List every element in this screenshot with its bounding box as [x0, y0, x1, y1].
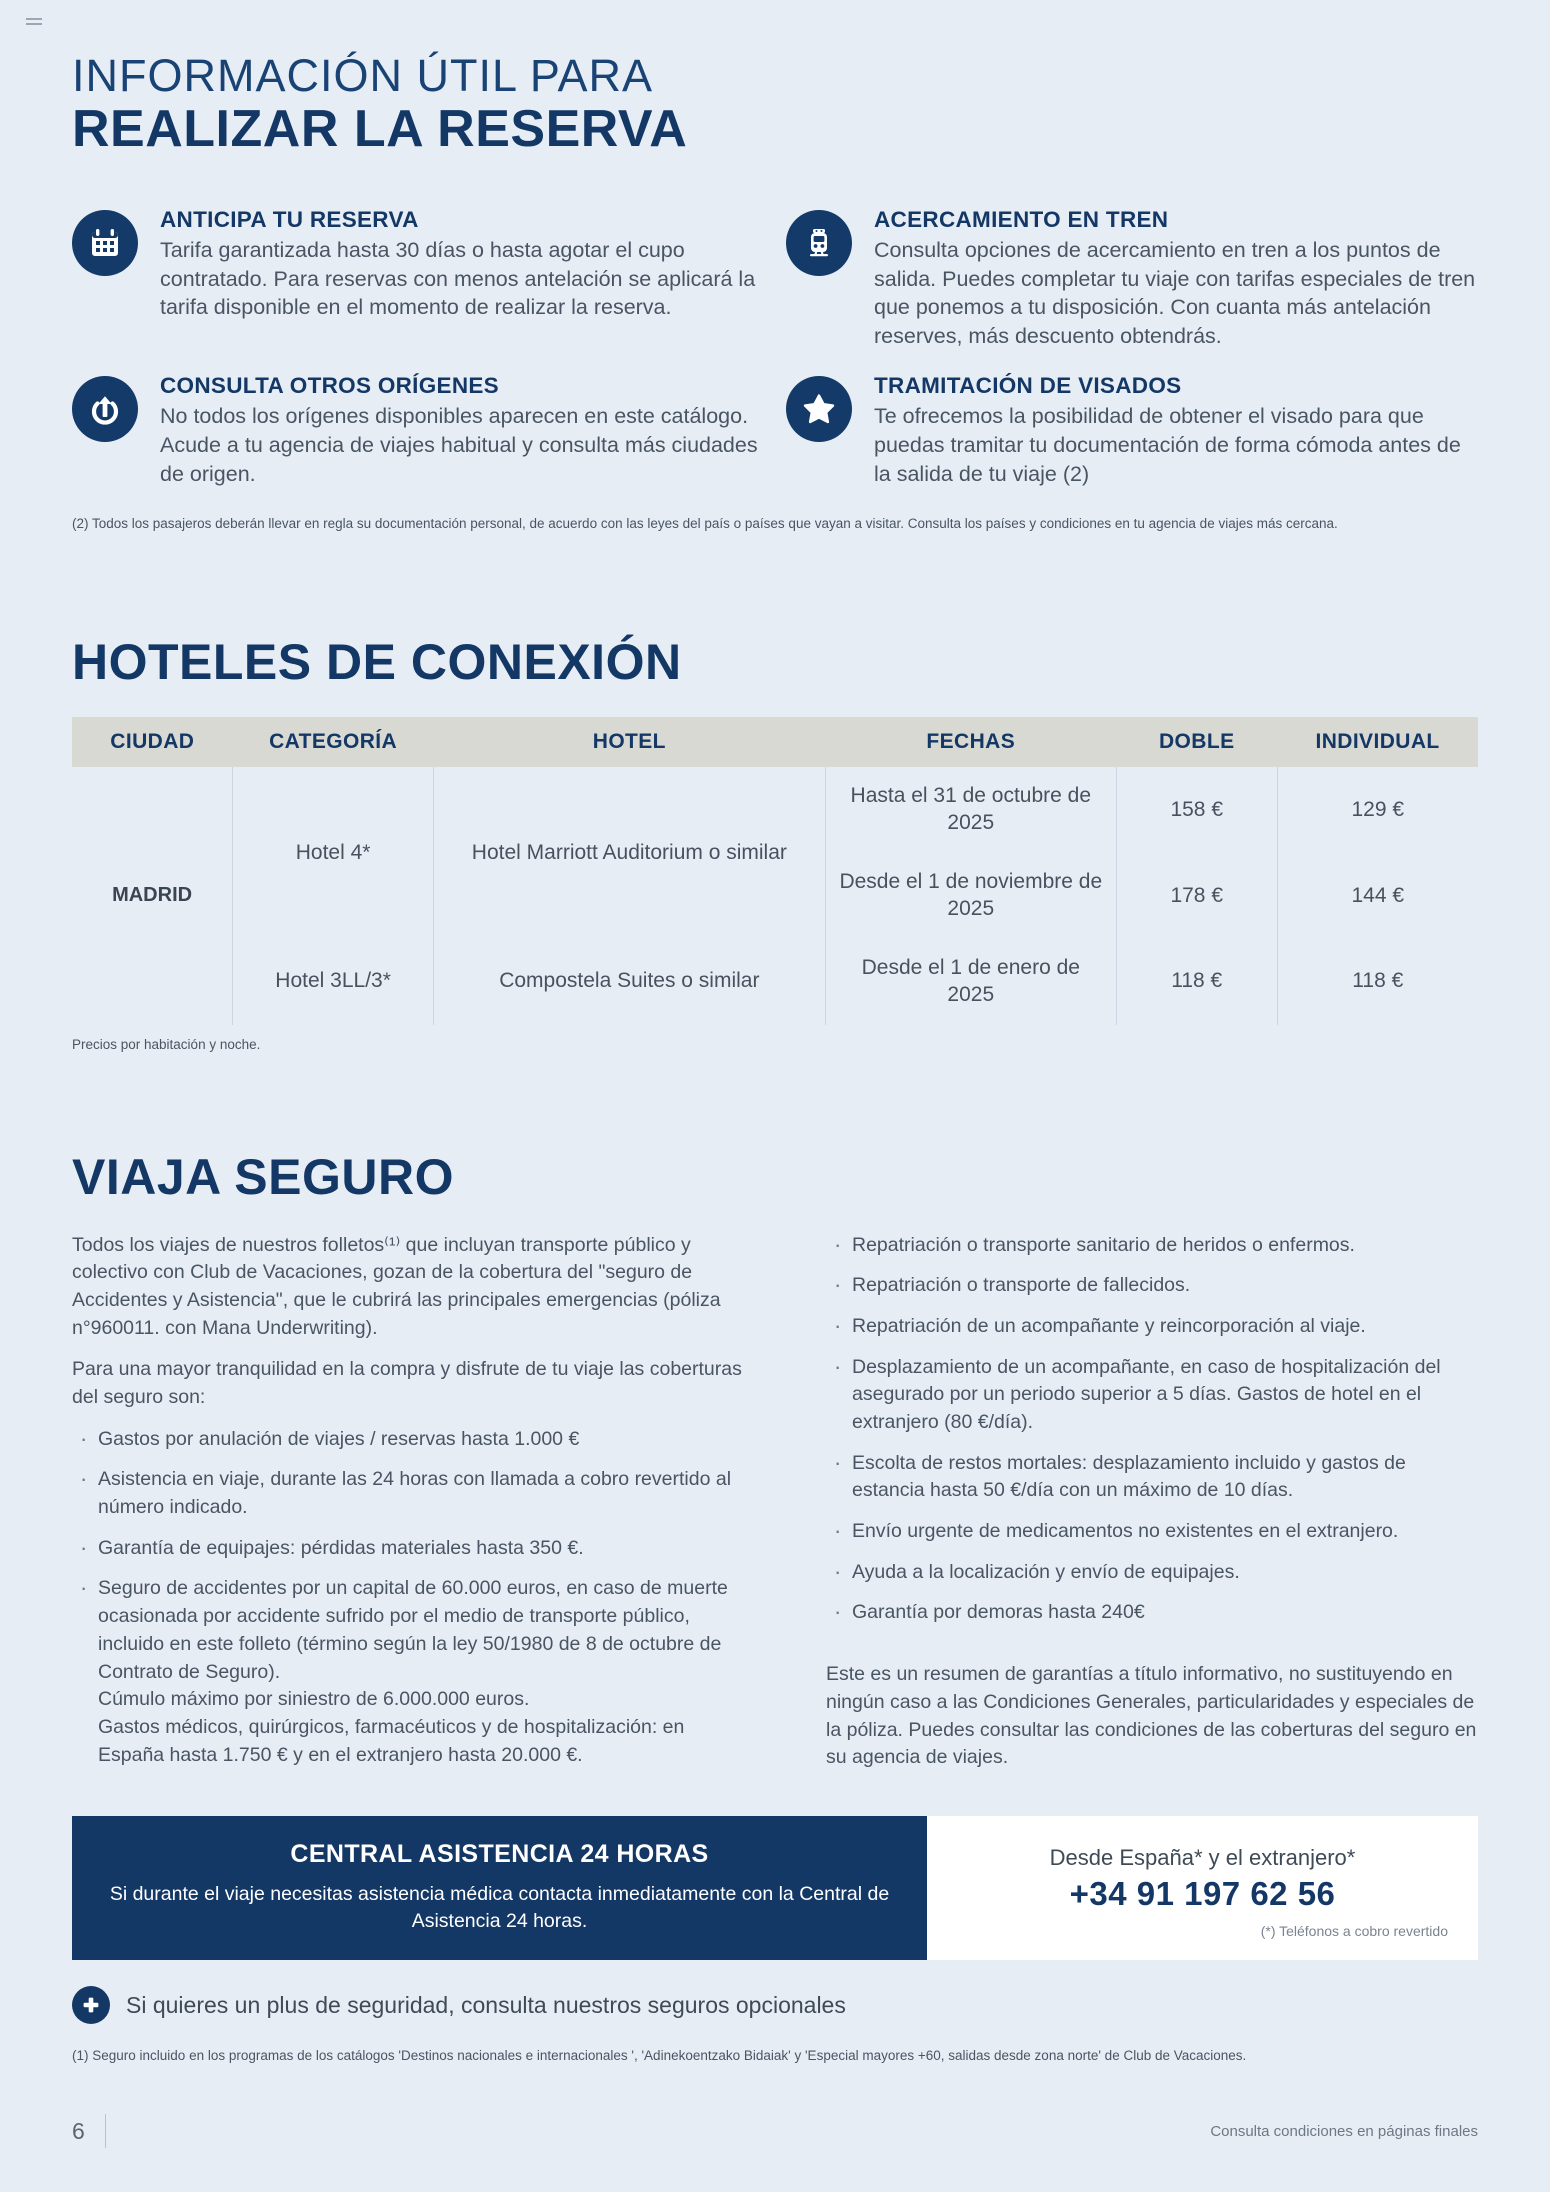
- seguro-right-bullets: [826, 1232, 1478, 1628]
- list-item: · Escolta de restos mortales: desplazamiento incluido y gastos de estancia hasta 50 €/día con un máximo de 10 días.: [826, 1450, 1478, 1505]
- list-item: · Asistencia en viaje, durante las 24 horas con llamada a cobro revertido al número indicado.: [72, 1466, 752, 1521]
- banner-title: CENTRAL ASISTENCIA 24 HORAS: [290, 1840, 709, 1869]
- seguro-left-bullets: [72, 1426, 752, 1770]
- column-header-ciudad: CIUDAD: [72, 717, 233, 767]
- footnote-seguro: (1) Seguro incluido en los programas de los catálogos 'Destinos nacionales e internacionales ', 'Adinekoentzako Bidaiak' y 'Especial mayores +60, salidas desde zona norte' de Club de Vacaciones.: [72, 2048, 1247, 2064]
- feature-title: CONSULTA OTROS ORÍGENES: [160, 373, 499, 399]
- cell-ciudad: MADRID: [112, 884, 193, 907]
- banner-phone-panel: [927, 1816, 1478, 1960]
- list-item: · Repatriación o transporte de fallecidos.: [826, 1272, 1478, 1300]
- feature-title: TRAMITACIÓN DE VISADOS: [874, 373, 1182, 399]
- page-title-light: INFORMACIÓN ÚTIL PARA: [72, 50, 654, 101]
- hoteles-title: HOTELES DE CONEXIÓN: [72, 634, 682, 691]
- hoteles-section: [72, 633, 1478, 1051]
- hoteles-table: [72, 717, 1478, 1024]
- footer-note: Consulta condiciones en páginas finales: [1210, 2122, 1478, 2140]
- page-number: 6: [72, 2117, 85, 2144]
- feature-body: Tarifa garantizada hasta 30 días o hasta agotar el cupo contratado. Para reservas con menos antelación se aplicará la tarifa disponible en el momento de realizar la reserva.: [160, 237, 756, 320]
- seguro-left-column: [72, 1232, 752, 1783]
- list-item-text: Seguro de accidentes por un capital de 60.000 euros, en caso de muerte ocasionada por accidente sufrido por el medio de transporte público, incluido en este folleto (término según la ley 50/1980 de 8 de octubre de Contrato de Seguro).: [98, 1577, 728, 1683]
- list-item: [72, 1575, 752, 1769]
- seguro-intro-1: Todos los viajes de nuestros folletos⁽¹⁾ que incluyan transporte público y colectivo con Club de Vacaciones, gozan de la cobertura del "seguro de Accidentes y Asistencia", que le cubrirá las principales emergencias (póliza n°960011. con Mana Underwriting).: [72, 1233, 721, 1339]
- cell-doble: 118 €: [1116, 939, 1277, 1025]
- feature-anticipa-tu-reserva: [72, 206, 764, 351]
- cell-individual: 118 €: [1277, 939, 1478, 1025]
- table-row: [72, 939, 1478, 1025]
- list-item: · Repatriación de un acompañante y reincorporación al viaje.: [826, 1313, 1478, 1341]
- cell-hotel: Compostela Suites o similar: [434, 939, 826, 1025]
- cell-categoria: Hotel 4*: [233, 767, 434, 939]
- feature-tramitacion-de-visados: [786, 372, 1478, 488]
- seguro-right-column: [826, 1232, 1478, 1783]
- column-header-doble: DOBLE: [1116, 717, 1277, 767]
- cell-individual: 129 €: [1277, 767, 1478, 853]
- table-header-row: [72, 717, 1478, 767]
- cell-doble: 178 €: [1116, 853, 1277, 939]
- star-circle-icon: [786, 376, 852, 442]
- column-header-individual: INDIVIDUAL: [1277, 717, 1478, 767]
- list-item: · Repatriación o transporte sanitario de heridos o enfermos.: [826, 1232, 1478, 1260]
- viaja-seguro-section: [72, 1148, 1478, 2066]
- list-item: · Gastos por anulación de viajes / reservas hasta 1.000 €: [72, 1426, 752, 1454]
- corner-crop-mark: [26, 18, 42, 20]
- phone-label: Desde España* y el extranjero*: [1049, 1845, 1356, 1871]
- page-title-bold: REALIZAR LA RESERVA: [72, 99, 688, 158]
- footer-divider: [105, 2114, 106, 2148]
- column-header-hotel: HOTEL: [434, 717, 826, 767]
- list-item: · Desplazamiento de un acompañante, en caso de hospitalización del asegurado por un periodo superior a 5 días. Gastos de hotel en el extranjero (80 €/día).: [826, 1354, 1478, 1437]
- viaja-seguro-title: VIAJA SEGURO: [72, 1148, 455, 1205]
- feature-body: No todos los orígenes disponibles aparecen en este catálogo. Acude a tu agencia de viajes habitual y consulta más ciudades de origen.: [160, 404, 758, 486]
- list-item: · Garantía de equipajes: pérdidas materiales hasta 350 €.: [72, 1535, 752, 1563]
- phone-number[interactable]: +34 91 197 62 56: [1069, 1875, 1336, 1913]
- banner-body: Si durante el viaje necesitas asistencia médica contacta inmediatamente con la Central de Asistencia 24 horas.: [109, 1883, 890, 1932]
- footnote-visados: (2) Todos los pasajeros deberán llevar en regla su documentación personal, de acuerdo con las leyes del país o países que vayan a visitar. Consulta los países y condiciones en tu agencia de viajes más cercana.: [72, 516, 1338, 532]
- table-row: [72, 767, 1478, 853]
- precios-nota: Precios por habitación y noche.: [72, 1036, 261, 1052]
- page-footer: [0, 2114, 1550, 2148]
- cell-individual: 144 €: [1277, 853, 1478, 939]
- plus-icon: [72, 1986, 110, 2024]
- central-asistencia-banner: [72, 1816, 1478, 1960]
- cell-hotel: Hotel Marriott Auditorium o similar: [434, 767, 826, 939]
- cell-fechas: Desde el 1 de enero de 2025: [825, 939, 1116, 1025]
- seguro-intro-2: Para una mayor tranquilidad en la compra y disfrute de tu viaje las coberturas del seguro son:: [72, 1358, 742, 1409]
- feature-title: ANTICIPA TU RESERVA: [160, 206, 419, 232]
- feature-body: Te ofrecemos la posibilidad de obtener el visado para que puedas tramitar tu documentación de forma cómoda antes de la salida de tu viaje (2): [874, 404, 1461, 486]
- phone-note: (*) Teléfonos a cobro revertido: [1260, 1923, 1448, 1940]
- list-item-extra: Cúmulo máximo por siniestro de 6.000.000 euros.: [98, 1688, 530, 1711]
- column-header-categoria: CATEGORÍA: [233, 717, 434, 767]
- seguros-opcionales-label: Si quieres un plus de seguridad, consulta nuestros seguros opcionales: [126, 1991, 846, 2018]
- column-header-fechas: FECHAS: [825, 717, 1116, 767]
- list-item: · Garantía por demoras hasta 240€: [826, 1599, 1478, 1627]
- cell-doble: 158 €: [1116, 767, 1277, 853]
- feature-acercamiento-en-tren: [786, 206, 1478, 351]
- feature-body: Consulta opciones de acercamiento en tren a los puntos de salida. Puedes completar tu viaje con tarifas especiales de tren que ponemos a tu disposición. Con cuanta más antelación reserves, más descuento obtendrás.: [874, 237, 1476, 348]
- cell-categoria: Hotel 3LL/3*: [233, 939, 434, 1025]
- seguros-opcionales-row[interactable]: [72, 1986, 1478, 2024]
- cell-fechas: Hasta el 31 de octubre de 2025: [825, 767, 1116, 853]
- list-item: · Ayuda a la localización y envío de equipajes.: [826, 1559, 1478, 1587]
- useful-info-grid: [72, 206, 1478, 488]
- list-item-extra: Gastos médicos, quirúrgicos, farmacéuticos y de hospitalización: en España hasta 1.750 € y en el extranjero hasta 20.000 €.: [98, 1715, 685, 1766]
- feature-title: ACERCAMIENTO EN TREN: [874, 206, 1169, 232]
- arrow-up-circle-icon: [72, 376, 138, 442]
- list-item: · Envío urgente de medicamentos no existentes en el extranjero.: [826, 1518, 1478, 1546]
- banner-left-panel: [72, 1816, 927, 1960]
- cell-fechas: Desde el 1 de noviembre de 2025: [825, 853, 1116, 939]
- train-icon: [786, 210, 852, 276]
- seguro-disclaimer: Este es un resumen de garantías a título informativo, no sustituyendo en ningún caso a las Condiciones Generales, particularidades y especiales de la póliza. Puedes consultar las condiciones de las coberturas del seguro en su agencia de viajes.: [826, 1663, 1477, 1769]
- calendar-icon: [72, 210, 138, 276]
- feature-consulta-otros-origenes: [72, 372, 764, 488]
